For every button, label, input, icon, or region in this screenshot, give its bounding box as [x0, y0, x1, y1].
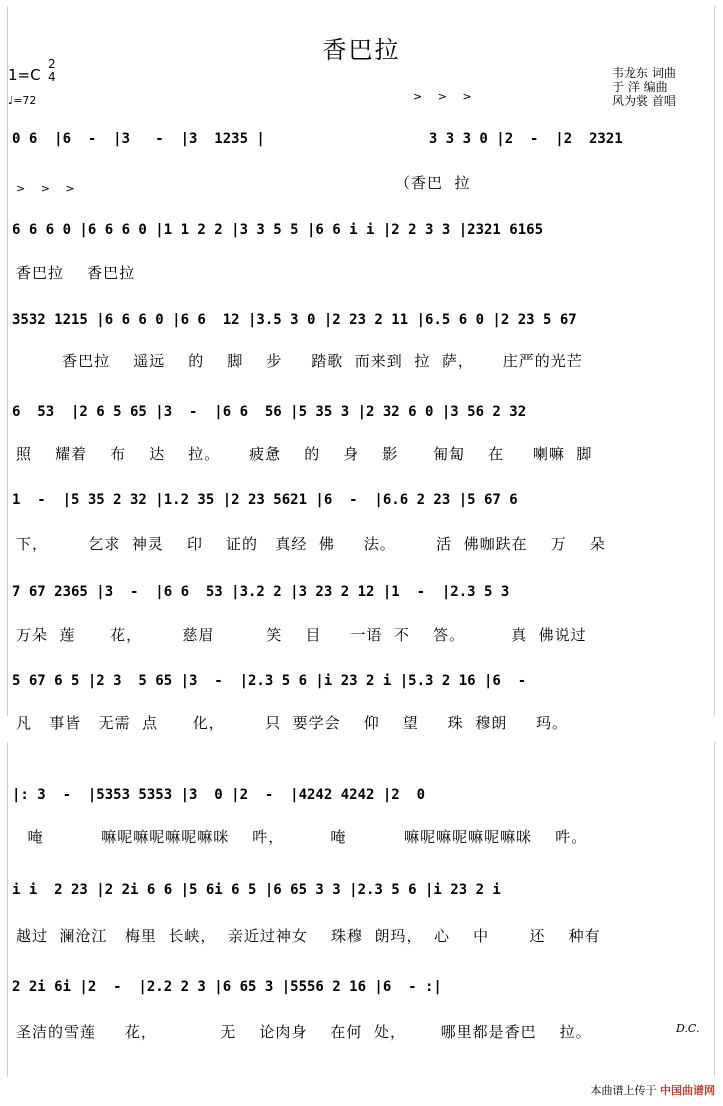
notation-row-1 [0, 131, 723, 161]
footer-prefix: 本曲谱上传于 [590, 1084, 657, 1097]
credit-lyrics: 韦龙东 词曲 [612, 66, 676, 80]
notation-line: 7 67 2365 |3 - |6 6 53 |3.2 2 |3 23 2 12 |1 - |2.3 5 3 [12, 584, 510, 600]
key-signature: 1=C [8, 66, 41, 84]
notation-line: 6 6 6 0 |6 6 6 0 |1 1 2 2 |3 3 5 5 |6 6 i i |2 2 3 3 |2321 6165 [12, 222, 544, 238]
meter-top: 2 [48, 57, 56, 71]
accent-marks-2: > > > [16, 182, 81, 195]
notation-row-6 [0, 584, 723, 614]
time-signature [48, 58, 56, 84]
footer [591, 1082, 716, 1098]
notation-line: 6 53 |2 6 5 65 |3 - |6 6 56 |5 35 3 |2 32 6 0 |3 56 2 32 [12, 404, 527, 420]
lyric-line: 香巴拉 香巴拉 [16, 264, 136, 282]
lyric-line: 香巴拉 遥远 的 脚 步 踏歌 而来到 拉 萨， 庄严的光芒 [16, 352, 583, 370]
notation-line: 0 6 |6 - |3 - |3 1235 | [12, 131, 265, 147]
dc-marking: D.C. [676, 1022, 700, 1035]
lyric-line: 圣洁的雪莲 花， 无 论肉身 在何 处， 哪里都是香巴 拉。 [16, 1023, 592, 1041]
notation-row-2 [0, 222, 723, 252]
footer-brand[interactable]: 中国曲谱网 [660, 1084, 715, 1097]
notation-line: 2 2i 6i |2 - |2.2 2 3 |6 65 3 |5556 2 16 |6 - :| [12, 979, 442, 995]
notation-line: 5 67 6 5 |2 3 5 65 |3 - |2.3 5 6 |i 23 2 i |5.3 2 16 |6 - [12, 673, 527, 689]
notation-line: |: 3 - |5353 5353 |3 0 |2 - |4242 4242 |2 0 [12, 787, 426, 803]
notation-line: i i 2 23 |2 2i 6 6 |5 6i 6 5 |6 65 3 3 |2.3 5 6 |i 23 2 i [12, 882, 501, 898]
credits [612, 66, 676, 108]
lyric-line: 唵 嘛呢嘛呢嘛呢嘛咪 吽， 唵 嘛呢嘛呢嘛呢嘛咪 吽。 [16, 828, 588, 846]
notation-line: 3532 1215 |6 6 6 0 |6 6 12 |3.5 3 0 |2 23 2 11 |6.5 6 0 |2 23 5 67 [12, 312, 577, 328]
meter-bottom: 4 [48, 70, 56, 84]
notation-row-10 [0, 979, 723, 1009]
credit-arranger: 于 洋 编曲 [612, 80, 668, 94]
lyric-line: （香巴 拉 [395, 174, 471, 192]
credit-singer: 风为裳 首唱 [612, 94, 676, 108]
lyric-line: 下， 乞求 神灵 印 证的 真经 佛 法。 活 佛咖趺在 万 朵 [16, 535, 606, 553]
notation-row-3 [0, 312, 723, 342]
lyric-line: 越过 澜沧江 梅里 长峡， 亲近过神女 珠穆 朗玛， 心 中 还 种有 [16, 927, 601, 945]
song-title: 香巴拉 [322, 36, 401, 64]
accent-marks-1: > > > [413, 90, 478, 103]
tempo-marking: ♩=72 [8, 94, 37, 107]
lyric-line: 凡 事皆 无需 点 化， 只 要学会 仰 望 珠 穆朗 玛。 [16, 714, 569, 732]
lyric-line: 万朵 莲 花， 慈眉 笑 目 一语 不 答。 真 佛说过 [16, 626, 587, 644]
notation-row-5 [0, 492, 723, 522]
notation-row-4 [0, 404, 723, 434]
notation-line-tail: 3 3 3 0 |2 - |2 2321 [412, 131, 623, 147]
notation-line: 1 - |5 35 2 32 |1.2 35 |2 23 5621 |6 - |6.6 2 23 |5 67 6 [12, 492, 518, 508]
notation-row-7 [0, 673, 723, 703]
notation-row-8 [0, 787, 723, 817]
notation-row-9 [0, 882, 723, 912]
lyric-line: 照 耀着 布 达 拉。 疲惫 的 身 影 匍匐 在 喇嘛 脚 [16, 445, 593, 463]
